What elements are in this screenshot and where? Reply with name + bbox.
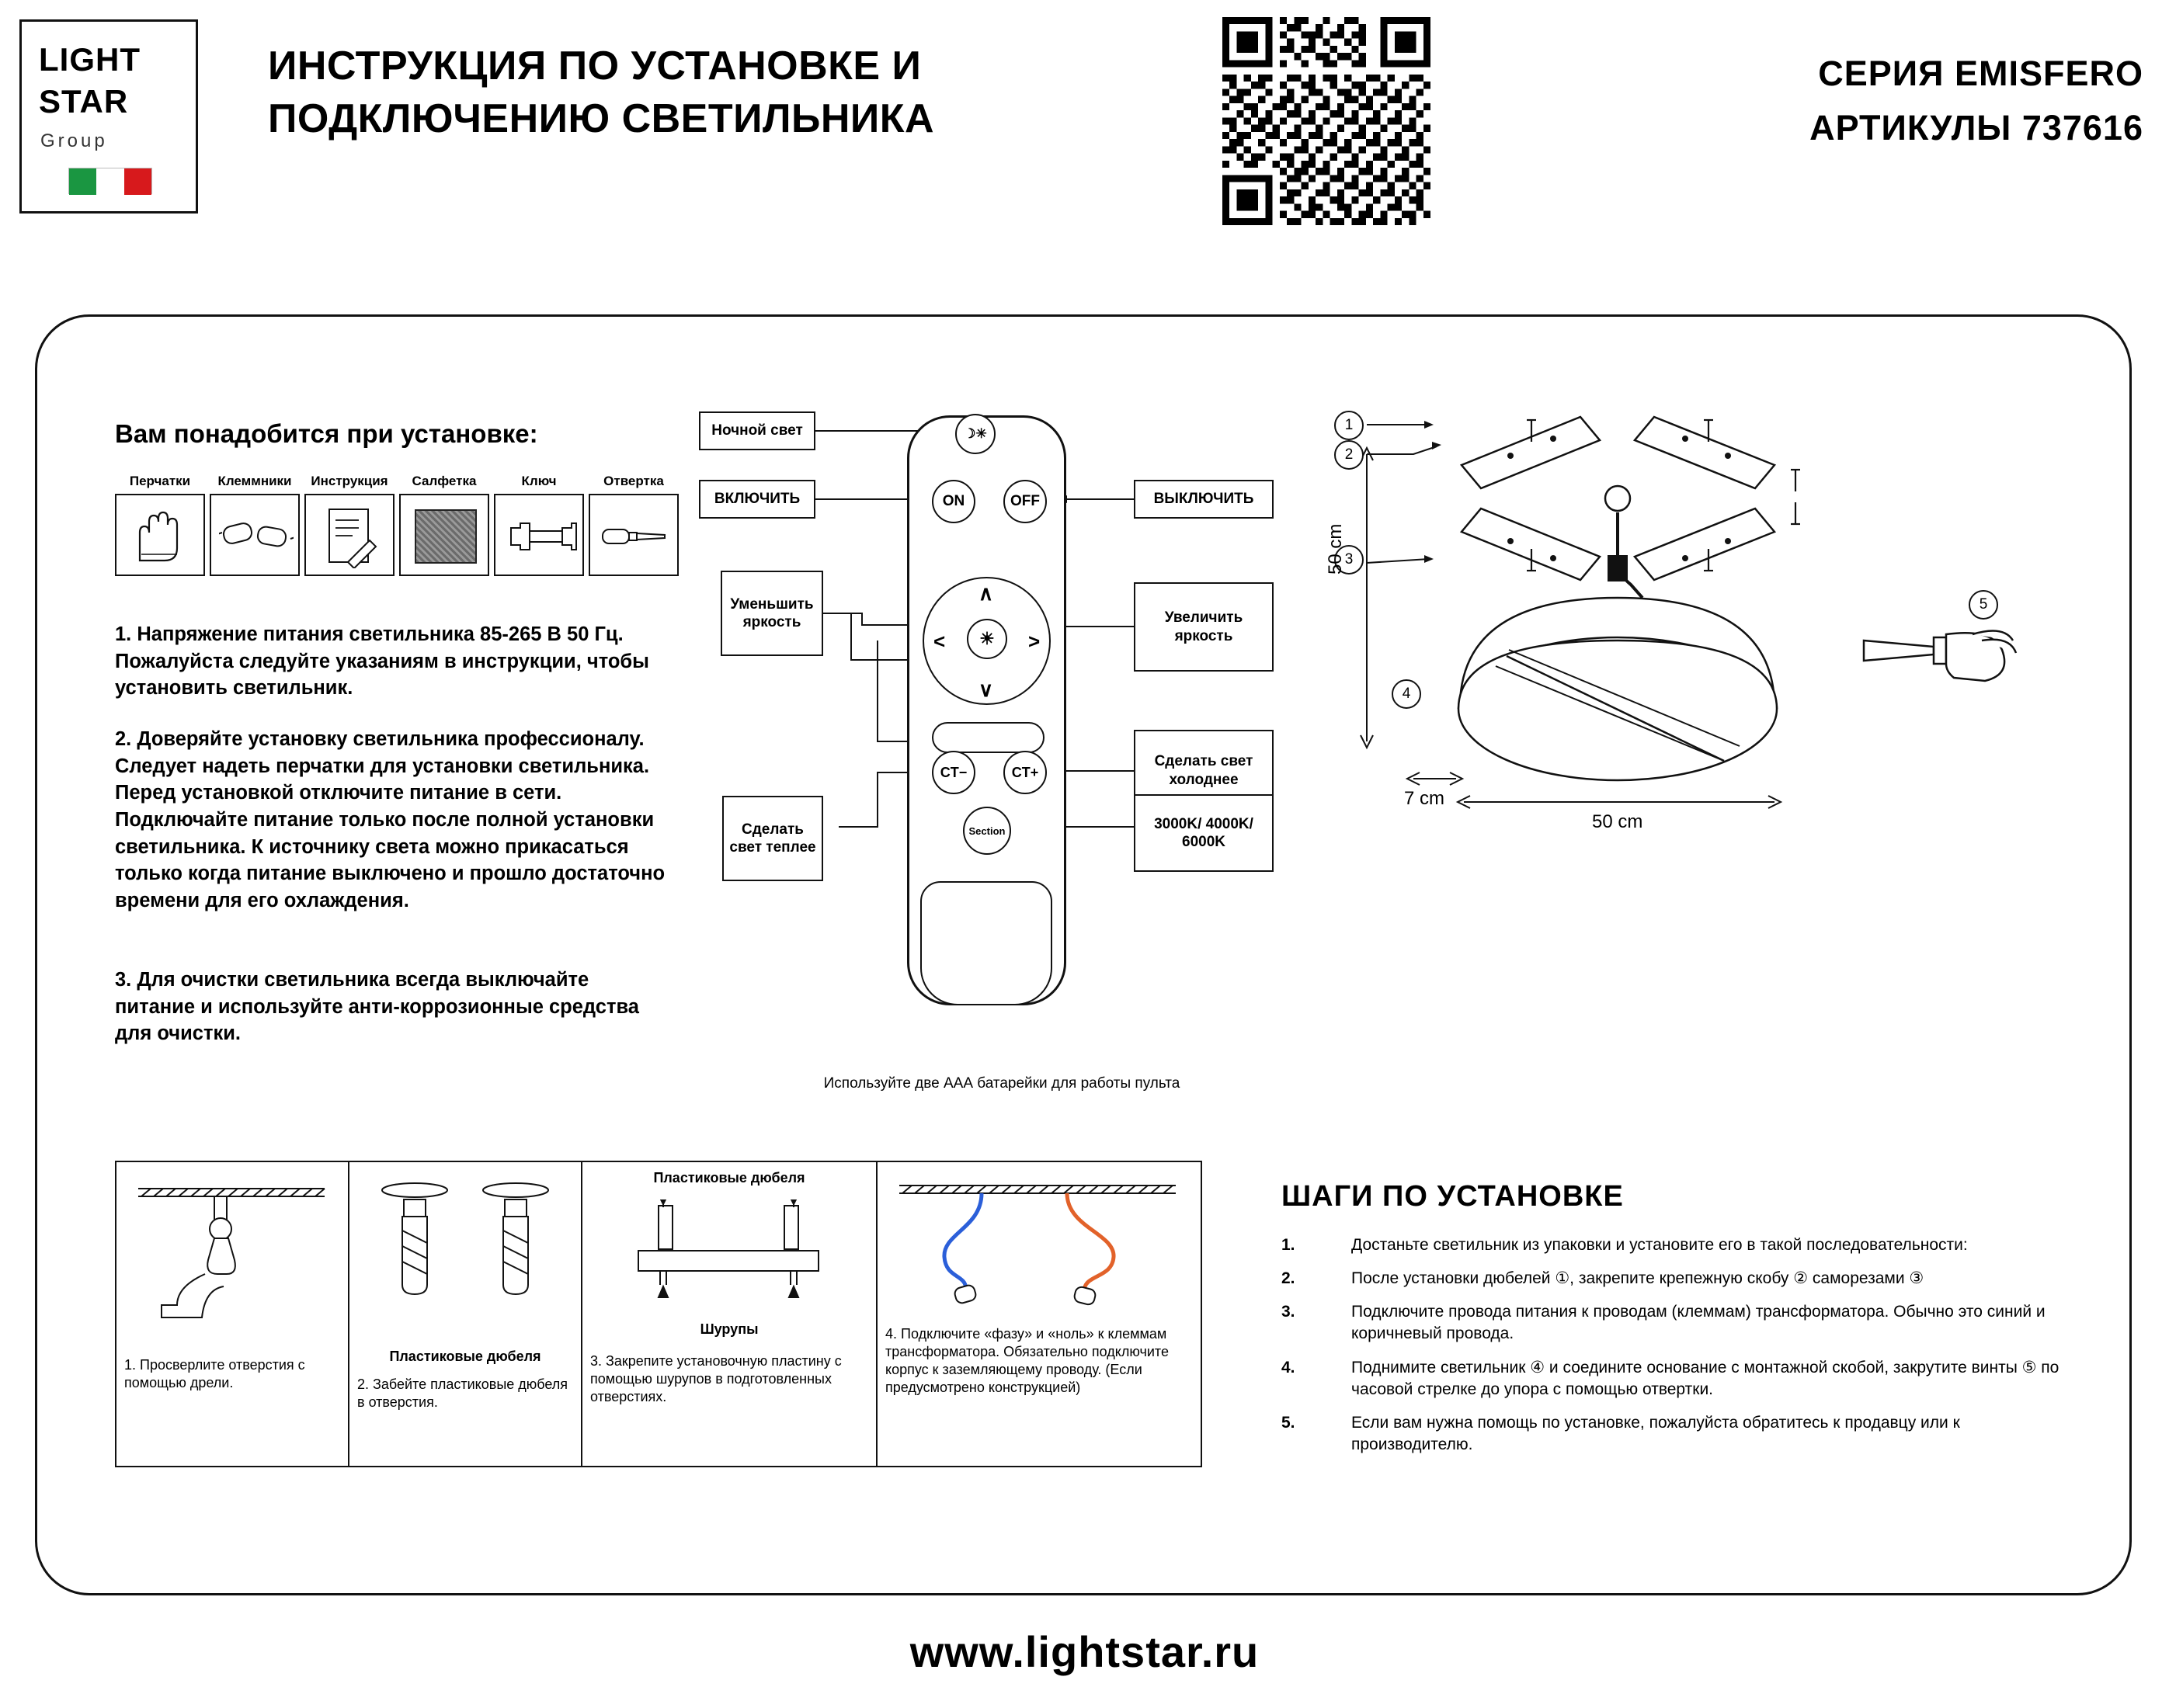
install-step-number: 3. xyxy=(1281,1303,1295,1321)
tool-wrench xyxy=(494,474,584,576)
series-info xyxy=(1476,47,2143,155)
step-subtitle: Пластиковые дюбеля xyxy=(653,1170,805,1186)
article-number: АРТИКУЛЫ 737616 xyxy=(1809,107,2143,148)
remote-section-button[interactable]: Section xyxy=(963,807,1011,855)
tool-image xyxy=(210,494,300,576)
dimension-width: 50 cm xyxy=(1592,811,1643,832)
tool-terminal-block xyxy=(210,474,300,576)
step-subtitle: Пластиковые дюбеля xyxy=(389,1349,541,1364)
tool-manual xyxy=(304,474,395,576)
qr-code-icon xyxy=(1213,17,1440,225)
remote-control-diagram xyxy=(699,408,1305,1091)
mounting-plate-icon xyxy=(598,1199,862,1324)
install-step xyxy=(1281,1234,2081,1256)
fixture-diagram xyxy=(1320,408,2105,1091)
gloves-icon xyxy=(130,506,193,567)
tool-image xyxy=(589,494,679,576)
cloth-icon xyxy=(415,509,477,564)
step-box-plate xyxy=(582,1162,878,1466)
note-voltage: 1. Напряжение питания светильника 85-265 В 50 Гц. Пожалуйста следуйте указаниям в инструкции, чтобы установить светильник. xyxy=(115,623,649,700)
remote-ct-plus-button[interactable]: CT+ xyxy=(1003,751,1047,794)
tool-label: Отвертка xyxy=(603,474,664,488)
step-box-dowel xyxy=(349,1162,582,1466)
callout-color-temperature: 3000K/ 4000K/ 6000K xyxy=(1134,794,1274,872)
tool-image xyxy=(304,494,395,576)
tool-label: Ключ xyxy=(521,474,557,488)
install-step-number: 4. xyxy=(1281,1358,1295,1376)
callout-turn-off: ВЫКЛЮЧИТЬ xyxy=(1134,480,1274,519)
tool-image xyxy=(115,494,205,576)
marker-2: 2 xyxy=(1334,440,1364,470)
install-step-number: 5. xyxy=(1281,1413,1295,1432)
dimension-height: 50 cm xyxy=(1325,523,1346,575)
marker-3: 3 xyxy=(1334,545,1364,575)
callout-turn-on: ВКЛЮЧИТЬ xyxy=(699,480,815,519)
tool-label: Клеммники xyxy=(217,474,292,488)
step-caption: 2. Забейте пластиковые дюбеля в отверстия. xyxy=(357,1376,568,1411)
install-step-text: Достаньте светильник из упаковки и установите его в такой последовательности: xyxy=(1351,1236,1968,1254)
remote-brightness-center-button[interactable]: ☀ xyxy=(967,619,1007,659)
website-url[interactable]: www.lightstar.ru xyxy=(909,1627,1260,1676)
install-step-text: После установки дюбелей ①, закрепите крепежную скобу ② саморезами ③ xyxy=(1351,1269,1924,1288)
remote-right-button[interactable]: > xyxy=(1028,630,1041,653)
step-caption: 1. Просверлите отверстия с помощью дрели. xyxy=(124,1357,305,1391)
install-step-text: Если вам нужна помощь по установке, пожалуйста обратитесь к продавцу или к производителю. xyxy=(1351,1413,1960,1453)
tool-label: Салфетка xyxy=(412,474,477,488)
install-step-number: 1. xyxy=(1281,1236,1295,1254)
install-steps-title: ШАГИ ПО УСТАНОВКЕ xyxy=(1281,1180,1624,1213)
step-box-wiring xyxy=(878,1162,1201,1466)
screwdriver-icon xyxy=(600,519,671,554)
tools-list xyxy=(115,474,664,606)
tool-label: Перчатки xyxy=(129,474,191,488)
remote-bottom-panel xyxy=(920,881,1052,1005)
tool-image xyxy=(494,494,584,576)
tool-gloves xyxy=(115,474,205,576)
step-caption: 4. Подключите «фазу» и «ноль» к клеммам трансформатора. Обязательно подключите корпус к заземляющему проводу. (Если предусмотрено конструкцией) xyxy=(885,1326,1169,1396)
callout-cooler: Сделать свет холоднее xyxy=(1134,730,1274,811)
install-step xyxy=(1281,1301,2081,1345)
remote-down-button[interactable]: ∨ xyxy=(978,678,994,701)
install-step-text: Подключите провода питания к проводам (клеммам) трансформатора. Обычно это синий и коричневый провода. xyxy=(1351,1303,2046,1343)
remote-off-button[interactable]: OFF xyxy=(1003,480,1047,523)
tool-cloth xyxy=(399,474,489,576)
remote-on-button[interactable]: ON xyxy=(932,480,975,523)
remote-ct-minus-button[interactable]: CT− xyxy=(932,751,975,794)
remote-left-button[interactable]: < xyxy=(933,630,946,653)
install-step-number: 2. xyxy=(1281,1269,1295,1288)
install-step-text: Поднимите светильник ④ и соедините основание с монтажной скобой, закрутите винты ⑤ по часовой стрелке до упора с помощью отвертки. xyxy=(1351,1358,2060,1398)
drill-hole-icon xyxy=(130,1173,335,1328)
italian-flag-icon xyxy=(68,168,152,194)
callout-warmer: Сделать свет теплее xyxy=(722,796,823,881)
install-steps-list xyxy=(1281,1234,2081,1467)
callout-dim-up: Увеличить яркость xyxy=(1134,582,1274,672)
remote-blank-pill[interactable] xyxy=(932,722,1045,753)
install-step xyxy=(1281,1412,2081,1456)
logo-line-1: LIGHT xyxy=(39,41,141,78)
step-box-drill xyxy=(116,1162,349,1466)
marker-5: 5 xyxy=(1969,590,1998,620)
page-title: ИНСТРУКЦИЯ ПО УСТАНОВКЕ И ПОДКЛЮЧЕНИЮ СВЕТИЛЬНИКА xyxy=(268,43,935,141)
logo-line-2: STAR xyxy=(39,83,129,120)
brand-logo xyxy=(19,19,198,214)
note-cleaning: 3. Для очистки светильника всегда выключайте питание и используйте анти-коррозионные средства для очистки. xyxy=(115,969,639,1045)
callout-night-light: Ночной свет xyxy=(699,411,815,450)
callout-dim-down: Уменьшить яркость xyxy=(721,571,823,656)
bracket-and-lamp-drawing xyxy=(1320,408,2105,1091)
tool-image xyxy=(399,494,489,576)
terminal-block-icon xyxy=(219,514,294,557)
step-subtitle-2: Шурупы xyxy=(700,1321,759,1337)
marker-4: 4 xyxy=(1392,679,1421,709)
logo-line-3: Group xyxy=(40,130,108,151)
battery-note: Используйте две ААА батарейки для работы пульта xyxy=(823,1075,1180,1092)
page-header xyxy=(0,0,2169,233)
dimension-depth: 7 cm xyxy=(1404,788,1445,809)
dowel-icon xyxy=(363,1176,568,1339)
remote-night-button[interactable]: ☽✳ xyxy=(955,414,996,454)
wrench-icon xyxy=(503,517,578,556)
series-name: СЕРИЯ EMISFERO xyxy=(1818,54,2143,93)
install-step xyxy=(1281,1268,2081,1290)
marker-1: 1 xyxy=(1334,411,1364,440)
mounting-steps-illustrations xyxy=(115,1161,1202,1467)
step-caption: 3. Закрепите установочную пластину с помощью шурупов в подготовленных отверстиях. xyxy=(590,1353,842,1405)
manual-icon xyxy=(325,506,377,568)
requirements-title: Вам понадобится при установке: xyxy=(115,419,538,448)
remote-up-button[interactable]: ∧ xyxy=(978,581,994,605)
note-professional: 2. Доверяйте установку светильника профессионалу. Следует надеть перчатки для установки светильника. Перед установкой отключите питание в сети. Подключайте питание только после полной установки светильника. К источнику света можно прикасаться только когда питание выключено и прошло достаточно времени для его охлаждения. xyxy=(115,728,666,912)
wiring-icon xyxy=(888,1173,1188,1317)
install-step xyxy=(1281,1357,2081,1401)
tool-screwdriver xyxy=(589,474,679,576)
tool-label: Инструкция xyxy=(311,474,388,488)
